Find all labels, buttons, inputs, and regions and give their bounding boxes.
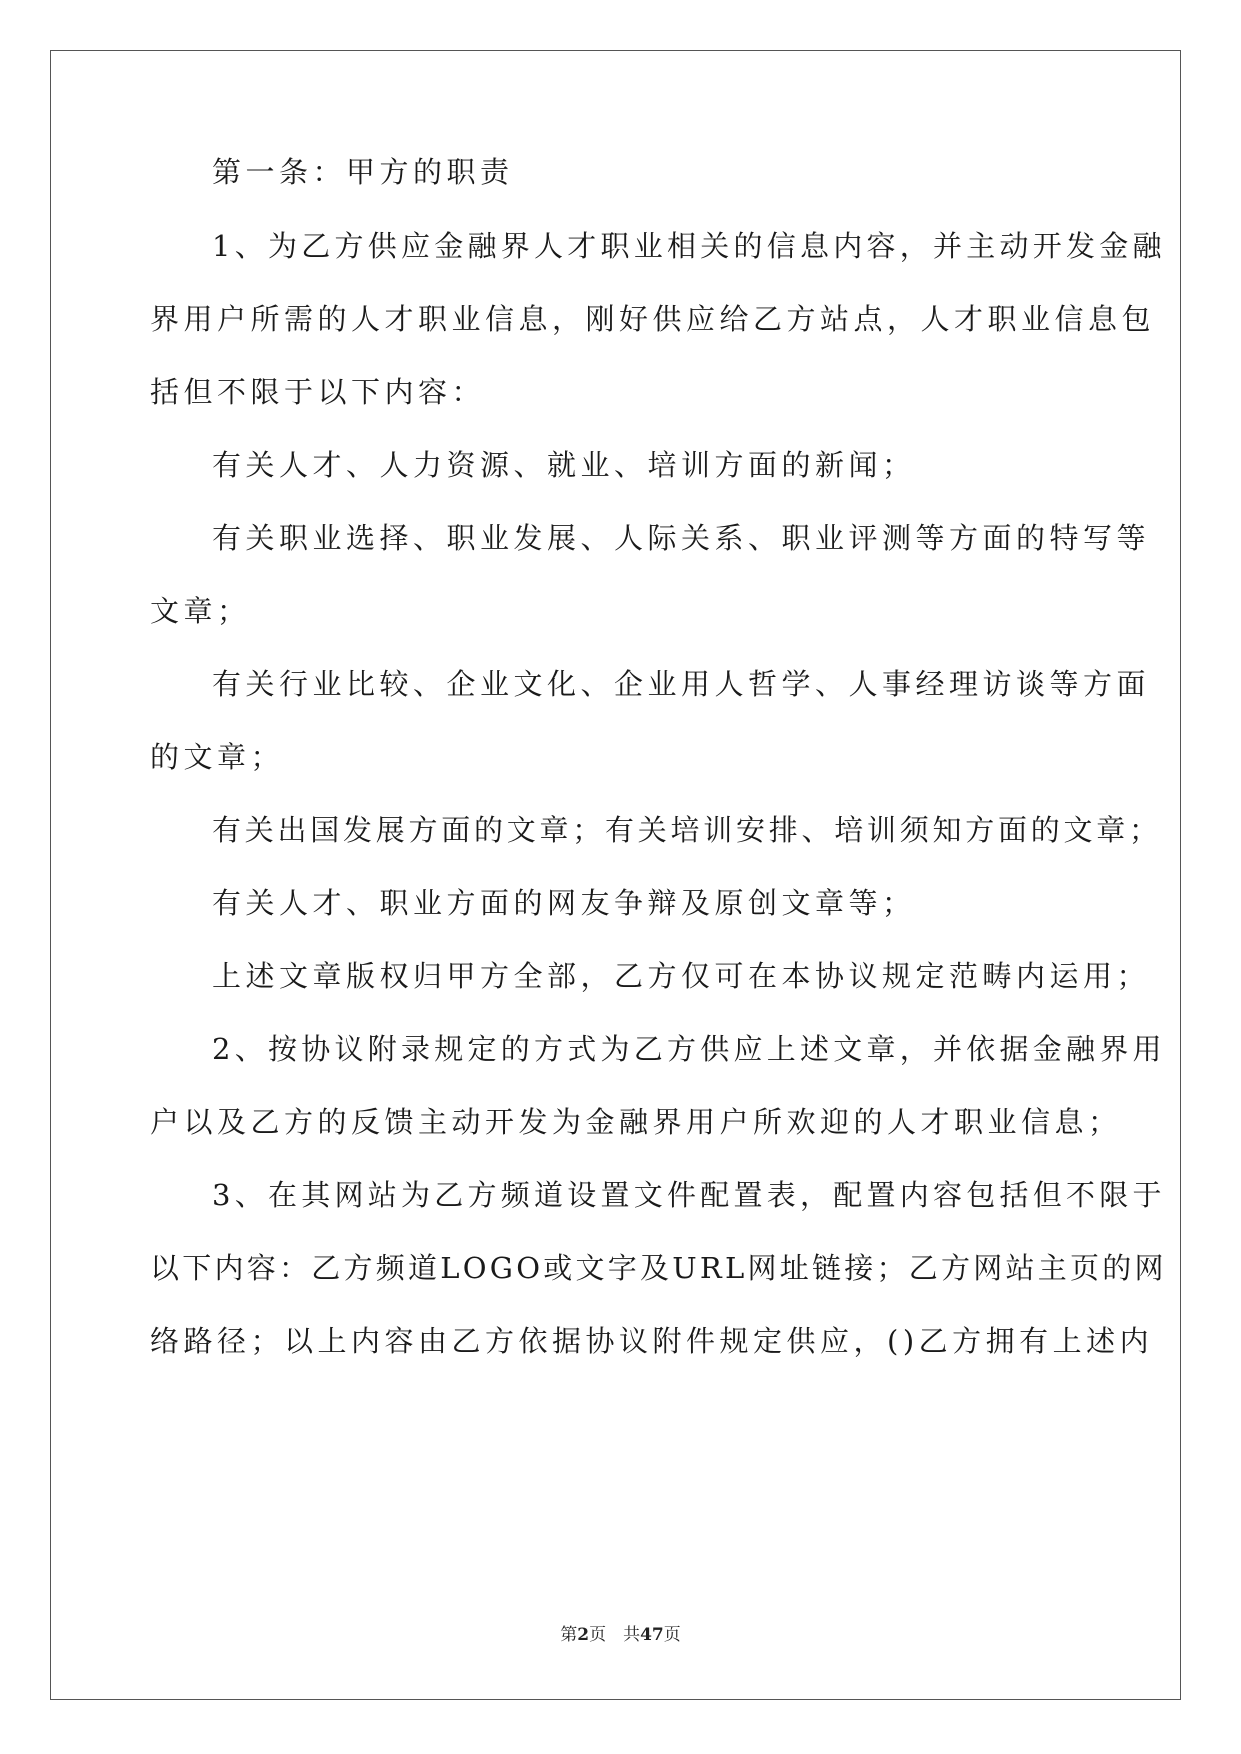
page-label-mid: 页 共 (589, 1625, 641, 1645)
paragraph-line: 的文章； (150, 740, 285, 774)
article-heading: 第一条：甲方的职责 (212, 155, 514, 189)
paragraph-line: 有关人才、职业方面的网友争辩及原创文章等； (212, 886, 916, 920)
paragraph-line: 户以及乙方的反馈主动开发为金融界用户所欢迎的人才职业信息； (150, 1105, 1122, 1139)
paragraph-line: 2、按协议附录规定的方式为乙方供应上述文章，并依据金融界用 (212, 1032, 1166, 1066)
page-label-prefix: 第 (560, 1625, 578, 1645)
current-page-number: 2 (577, 1625, 590, 1645)
total-pages-number: 47 (640, 1625, 664, 1645)
paragraph-line: 有关职业选择、职业发展、人际关系、职业评测等方面的特写等 (212, 521, 1151, 555)
paragraph-line: 括但不限于以下内容： (150, 375, 486, 409)
paragraph-line: 3、在其网站为乙方频道设置文件配置表，配置内容包括但不限于 (212, 1178, 1166, 1212)
paragraph-line: 以下内容：乙方频道LOGO或文字及URL网址链接；乙方网站主页的网 (150, 1251, 1167, 1285)
paragraph-line: 文章； (150, 594, 251, 628)
paragraph-line: 界用户所需的人才职业信息，刚好供应给乙方站点，人才职业信息包 (150, 302, 1156, 336)
page-border (50, 50, 1181, 1700)
page-footer (0, 1620, 1241, 1645)
paragraph-line: 1、为乙方供应金融界人才职业相关的信息内容，并主动开发金融 (212, 229, 1166, 263)
paragraph-line: 络路径；以上内容由乙方依据协议附件规定供应，()乙方拥有上述内 (150, 1324, 1154, 1358)
paragraph-line: 上述文章版权归甲方全部，乙方仅可在本协议规定范畴内运用； (212, 959, 1151, 993)
paragraph-line: 有关人才、人力资源、就业、培训方面的新闻； (212, 448, 916, 482)
page-label-suffix: 页 (663, 1625, 681, 1645)
paragraph-line: 有关行业比较、企业文化、企业用人哲学、人事经理访谈等方面 (212, 667, 1151, 701)
paragraph-line: 有关出国发展方面的文章；有关培训安排、培训须知方面的文章； (212, 813, 1162, 847)
